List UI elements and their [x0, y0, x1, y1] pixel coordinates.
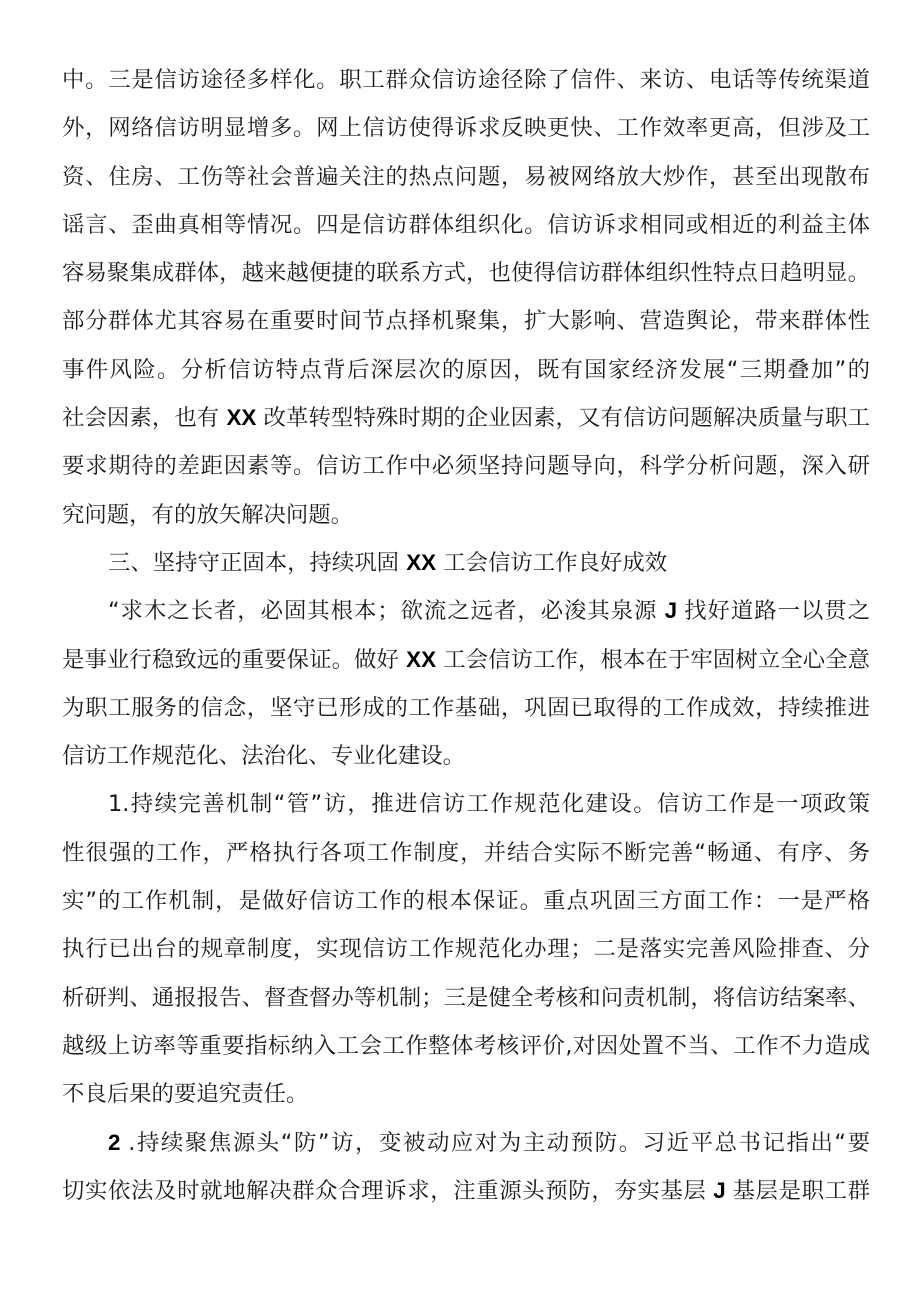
text-line: 切实依法及时就地解决群众合理诉求，注重源头预防，夯实基层 J 基层是职工群	[62, 1177, 871, 1204]
text-line: 执行已出台的规章制度，实现信访工作规范化办理；二是落实完善风险排查、分	[62, 936, 870, 963]
text-line: 2 .持续聚焦源头“防”访，变被动应对为主动预防。习近平总书记指出“要	[108, 1129, 870, 1156]
text-line: 三、坚持守正固本，持续巩固 XX 工会信访工作良好成效	[108, 549, 668, 576]
text-line: 1.持续完善机制“管”访，推进信访工作规范化建设。信访工作是一项政策	[108, 791, 870, 818]
text-line: 外，网络信访明显增多。网上信访使得诉求反映更快、工作效率更高，但涉及工	[62, 115, 870, 142]
text-line: 谣言、歪曲真相等情况。四是信访群体组织化。信访诉求相同或相近的利益主体	[62, 211, 870, 238]
text-line: 越级上访率等重要指标纳入工会工作整体考核评价,对因处置不当、工作不力造成	[62, 1032, 870, 1059]
text-line: 部分群体尤其容易在重要时间节点择机聚集，扩大影响、营造舆论，带来群体性	[62, 308, 870, 335]
text-line: 性很强的工作，严格执行各项工作制度，并结合实际不断完善“畅通、有序、务	[62, 839, 870, 866]
text-line: 资、住房、工伤等社会普遍关注的热点问题，易被网络放大炒作，甚至出现散布	[62, 163, 870, 190]
document-body	[62, 56, 870, 1215]
text-line: 为职工服务的信念，坚守已形成的工作基础，巩固已取得的工作成效，持续推进	[62, 694, 870, 721]
text-line: 容易聚集成群体，越来越便捷的联系方式，也使得信访群体组织性特点日趋明显。	[62, 260, 870, 287]
text-line: 是事业行稳致远的重要保证。做好 XX 工会信访工作，根本在于牢固树立全心全意	[62, 646, 870, 673]
text-line: 实”的工作机制，是做好信访工作的根本保证。重点巩固三方面工作：一是严格	[62, 888, 870, 915]
text-line: 要求期待的差距因素等。信访工作中必须坚持问题导向，科学分析问题，深入研	[62, 453, 870, 480]
text-line: 中。三是信访途径多样化。职工群众信访途径除了信件、来访、电话等传统渠道	[62, 67, 870, 93]
text-line: 事件风险。分析信访特点背后深层次的原因，既有国家经济发展“三期叠加”的	[62, 356, 870, 383]
text-line: 究问题，有的放矢解决问题。	[62, 501, 354, 528]
text-line: 社会因素，也有 XX 改革转型特殊时期的企业因素，又有信访问题解决质量与职工	[62, 405, 870, 432]
text-line: “求木之长者，必固其根本；欲流之远者，必浚其泉源 J 找好道路一以贯之	[108, 598, 870, 625]
text-line: 析研判、通报报告、督查督办等机制；三是健全考核和问责机制，将信访结案率、	[62, 984, 870, 1011]
text-line: 不良后果的要追究责任。	[62, 1081, 309, 1108]
text-line: 信访工作规范化、法治化、专业化建设。	[62, 743, 466, 770]
